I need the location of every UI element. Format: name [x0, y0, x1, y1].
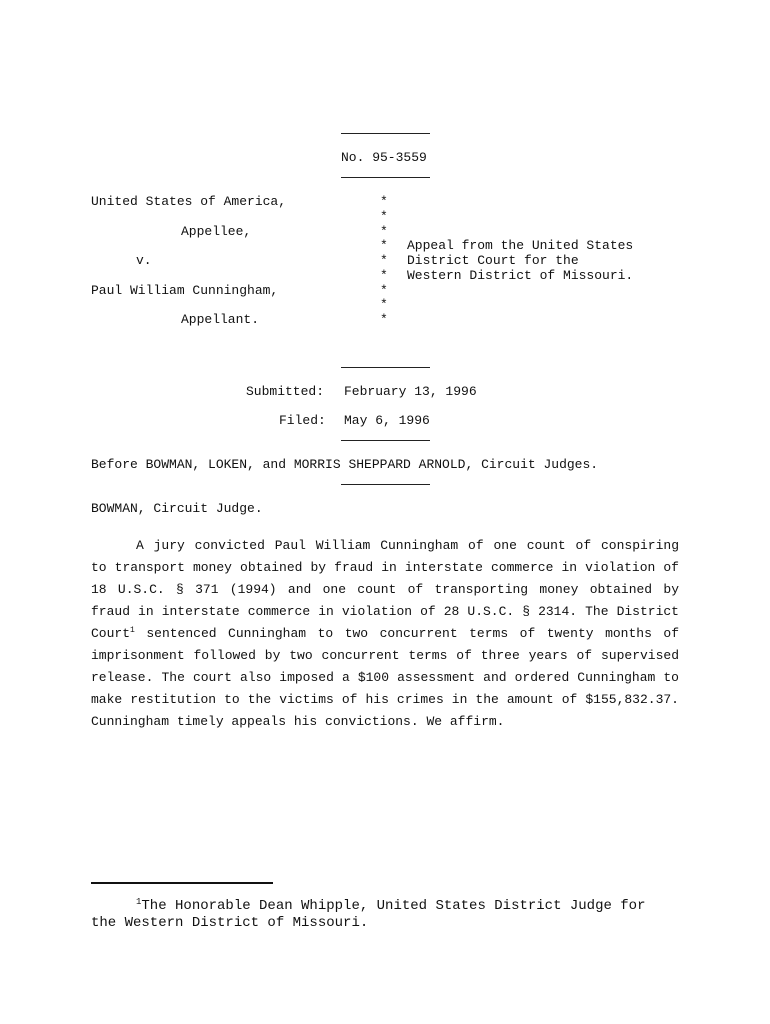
caption-star: * [380, 194, 388, 209]
appellee-party: United States of America, [91, 194, 287, 209]
caption-star: * [380, 312, 388, 327]
dates-bottom-rule [341, 440, 430, 441]
appellee-role: Appellee, [181, 224, 252, 239]
caption-star: * [380, 209, 388, 224]
panel-judges: Before BOWMAN, LOKEN, and MORRIS SHEPPARD ARNOLD, Circuit Judges. [91, 457, 599, 472]
footnote [91, 898, 679, 932]
caption-star: * [380, 238, 388, 253]
submitted-label: Submitted: [246, 384, 325, 399]
submitted-date: February 13, 1996 [344, 384, 477, 399]
docket-bottom-rule [341, 177, 430, 178]
appellant-role: Appellant. [181, 312, 260, 327]
filed-label: Filed: [279, 413, 326, 428]
footnote-divider [91, 882, 273, 884]
opinion-author: BOWMAN, Circuit Judge. [91, 501, 263, 516]
footnote-text: The Honorable Dean Whipple, United States District Judge for the Western District of Missouri. [91, 898, 646, 931]
caption-star: * [380, 224, 388, 239]
paragraph-text-continued: sentenced Cunningham to two concurrent terms of twenty months of imprisonment followed by two concurrent terms of three years of supervised release. The court also imposed a $100 assessment and ordered Cunningham to make restitution to the victims of his crimes in the amount of $155,832.37. Cunningham timely appeals his convictions. We affirm. [91, 626, 679, 729]
docket-top-rule [341, 133, 430, 134]
opinion-paragraph [91, 535, 679, 733]
appeal-from-line: Western District of Missouri. [407, 268, 634, 283]
appeal-from-line: District Court for the [407, 253, 579, 268]
docket-number: No. 95-3559 [341, 150, 427, 165]
appeal-from-line: Appeal from the United States [407, 238, 634, 253]
caption-star: * [380, 253, 388, 268]
dates-top-rule [341, 367, 430, 368]
caption-star: * [380, 268, 388, 283]
footnote-reference: 1 [130, 626, 135, 635]
appellant-party: Paul William Cunningham, [91, 283, 279, 298]
caption-star: * [380, 297, 388, 312]
paragraph-text: A jury convicted Paul William Cunningham of one count of conspiring to transport money obtained by fraud in interstate commerce in violation of 18 U.S.C. § 371 (1994) and one count of transporting money obtained by fraud in interstate commerce in violation of 28 U.S.C. § 2314. The District Court [91, 538, 679, 641]
footnote-marker: 1 [136, 897, 142, 907]
panel-rule [341, 484, 430, 485]
filed-date: May 6, 1996 [344, 413, 430, 428]
versus: v. [136, 253, 152, 268]
caption-star: * [380, 283, 388, 298]
